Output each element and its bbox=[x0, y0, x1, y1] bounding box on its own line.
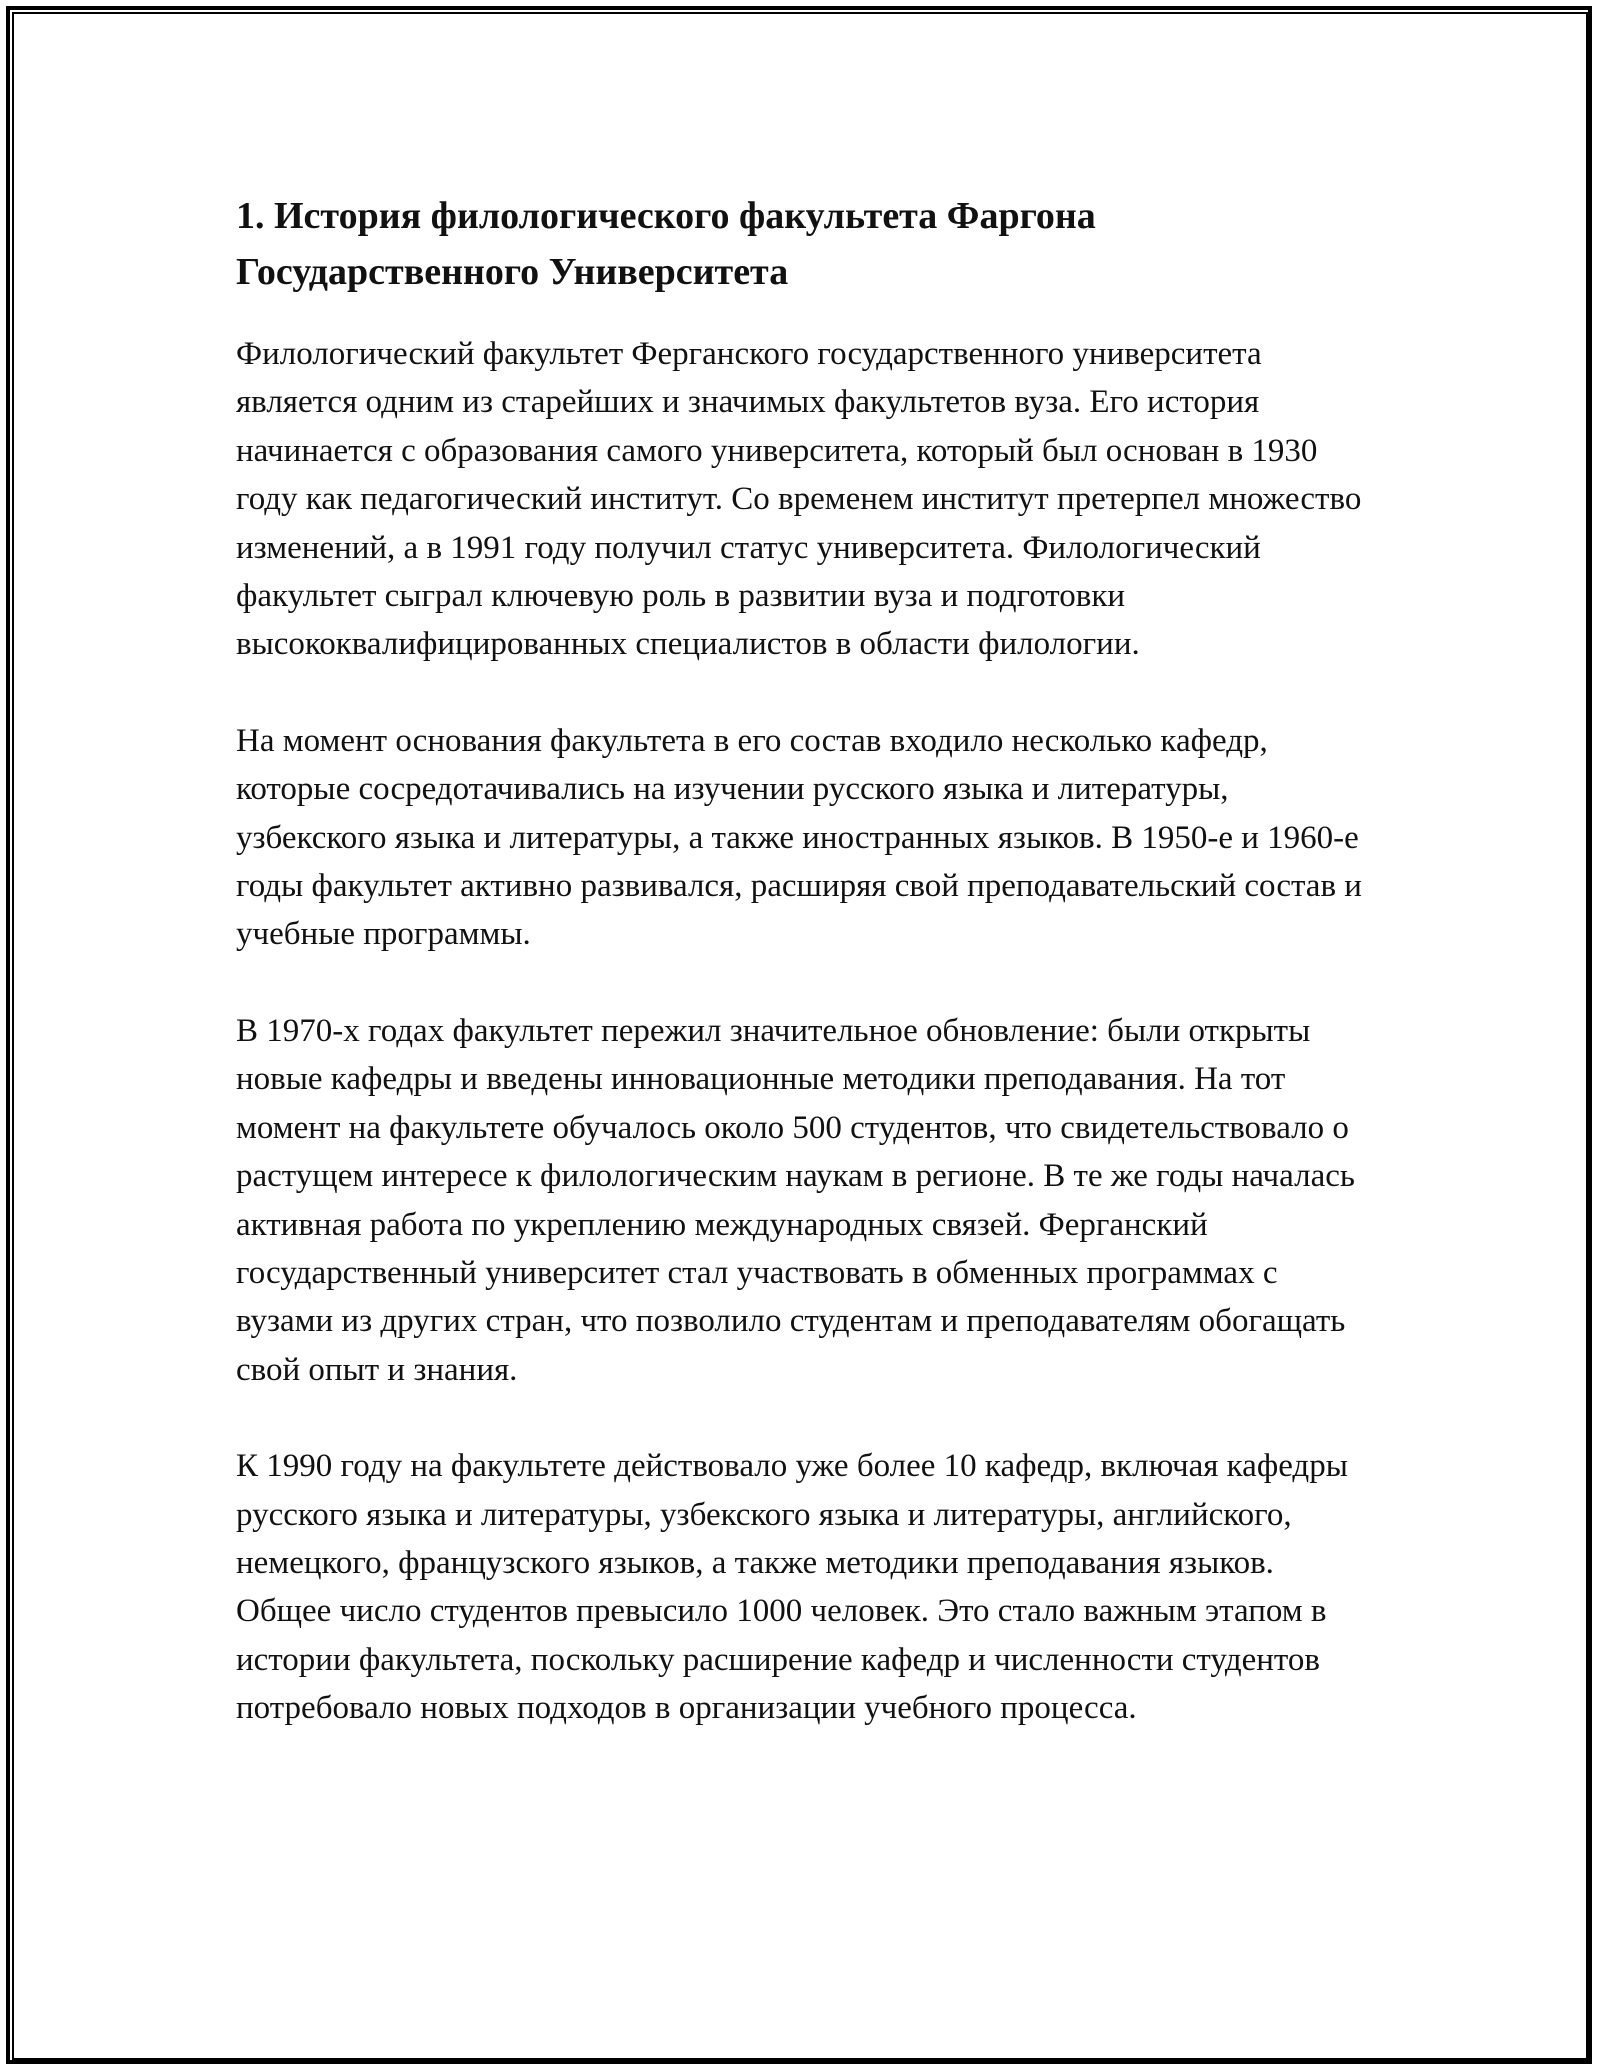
document-title: 1. История филологического факультета Фаргона Государственного Университета bbox=[236, 195, 1096, 293]
paragraph-1970s-renewal: В 1970-х годах факультет пережил значительное обновление: были открыты новые кафедры и введены инновационные методики преподавания. На тот момент на факультете обучалось около 500 студентов, что свидетельствовало о растущем интересе к филологическим наукам в регионе. В те же годы началась активная работа по укреплению международных связей. Ферганский государственный университет стал участвовать в обменных программах с вузами из других стран, что позволило студентам и преподавателям обогащать свой опыт и знания. bbox=[236, 1012, 1355, 1388]
paragraph-early-departments: На момент основания факультета в его состав входило несколько кафедр, которые сосредотачивались на изучении русского языка и литературы, узбекского языка и литературы, а также иностранных языков. В 1950-е и 1960-е годы факультет активно развивался, расширяя свой преподавательский состав и учебные программы. bbox=[236, 722, 1362, 953]
document-page bbox=[236, 188, 1376, 1733]
paragraph-history-founding: Филологический факультет Ферганского государственного университета является одним из старейших и значимых факультетов вуза. Его история начинается с образования самого университета, который был основан в 1930 году как педагогический институт. Со временем институт претерпел множество изменений, а в 1991 году получил статус университета. Филологический факультет сыграл ключевую роль в развитии вуза и подготовки высококвалифицированных специалистов в области филологии. bbox=[236, 336, 1362, 663]
paragraph-1990-expansion: К 1990 году на факультете действовало уже более 10 кафедр, включая кафедры русского языка и литературы, узбекского языка и литературы, английского, немецкого, французского языков, а также методики преподавания языков. Общее число студентов превысило 1000 человек. Это стало важным этапом в истории факультета, поскольку расширение кафедр и численности студентов потребовало новых подходов в организации учебного процесса. bbox=[236, 1448, 1348, 1727]
